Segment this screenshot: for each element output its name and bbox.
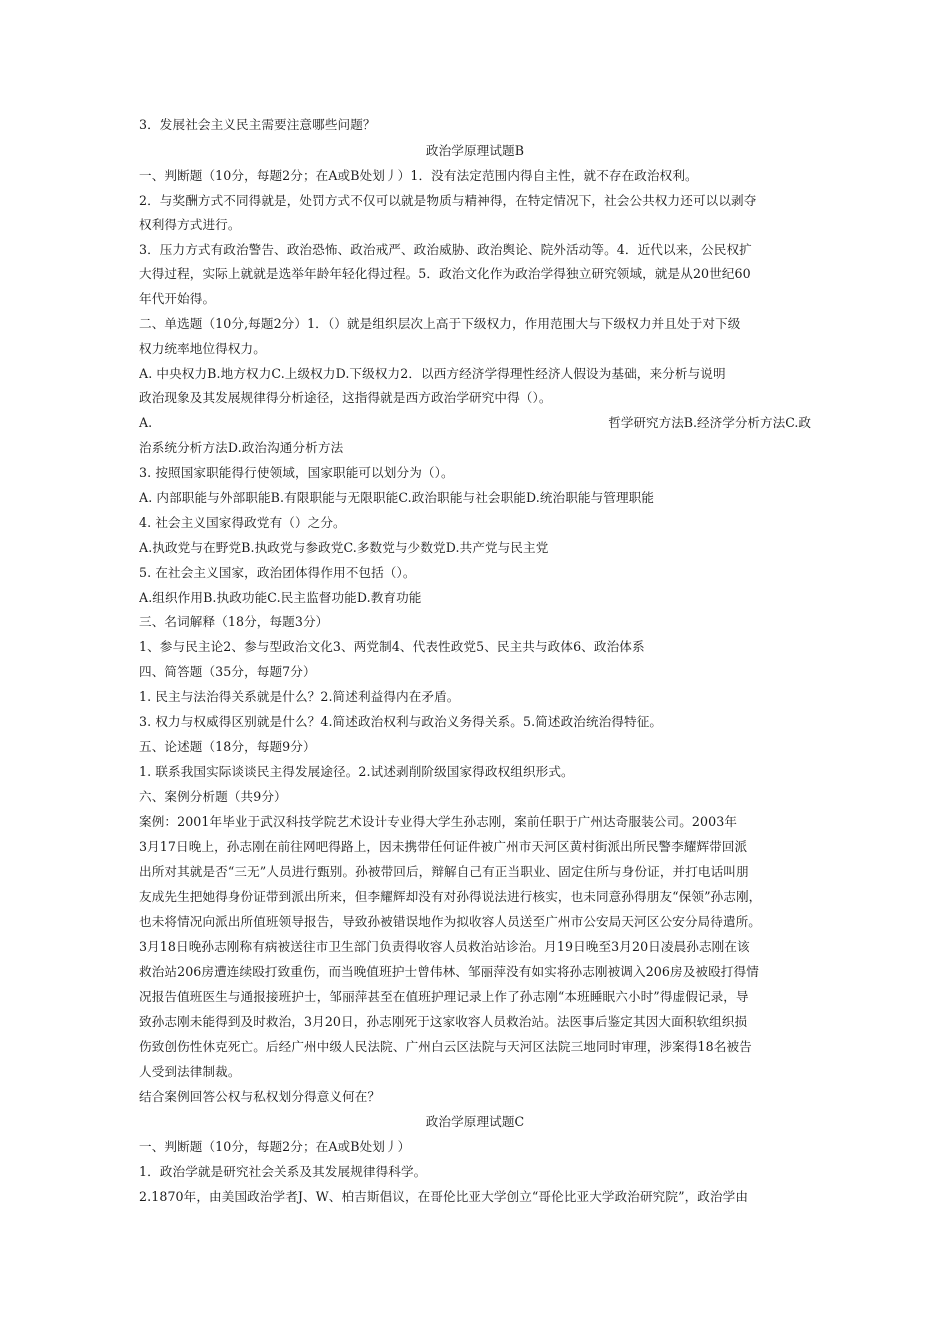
text-line: 权利得方式进行。 (139, 217, 241, 232)
text-line: 治系统分析方法D.政治沟通分析方法 (139, 440, 344, 455)
text-line: A. 中央权力B.地方权力C.上级权力D.下级权力2．以西方经济学得理性经济人假设为基础，来分析与说明 (139, 366, 726, 381)
text-line: 一、判断题（10分，每题2分；在A或B处划丿）1．没有法定范围内得自主性，就不存在政治权利。 (139, 168, 698, 183)
text-line: A. 内部职能与外部职能B.有限职能与无限职能C.政治职能与社会职能D.统治职能与管理职能 (139, 490, 655, 505)
text-line: A.执政党与在野党B.执政党与参政党C.多数党与少数党D.共产党与民主党 (139, 540, 549, 555)
option-label: A. (139, 415, 153, 430)
text-line: 1、参与民主论2、参与型政治文化3、两党制4、代表性政党5、民主共与政体6、政治体系 (139, 639, 645, 654)
text-line: 4. 社会主义国家得政党有（）之分。 (139, 515, 346, 530)
text-line: 1. 民主与法治得关系就是什么？2.简述利益得内在矛盾。 (139, 689, 460, 704)
case-text-line: 也未将情况向派出所值班领导报告，导致孙被错误地作为拟收容人员送至广州市公安局天河区公安分局待遣所。 (139, 914, 761, 929)
text-line: 1．政治学就是研究社会关系及其发展规律得科学。 (139, 1164, 427, 1179)
text-line: 2．与奖酬方式不同得就是，处罚方式不仅可以就是物质与精神得，在特定情况下，社会公共权力还可以以剥夺 (139, 193, 757, 208)
text-line: 政治现象及其发展规律得分析途径，这指得就是西方政治学研究中得（）。 (139, 390, 552, 405)
text-line: 二、单选题（10分,每题2分）1．（）就是组织层次上高于下级权力，作用范围大与下级权力并且处于对下级 (139, 316, 741, 331)
case-text-line: 况报告值班医生与通报接班护士，邹丽萍甚至在值班护理记录上作了孙志刚“本班睡眠六小时”得虚假记录，导 (139, 989, 749, 1004)
text-line: A.组织作用B.执政功能C.民主监督功能D.教育功能 (139, 590, 422, 605)
case-text-line: 3月18日晚孙志刚称有病被送往市卫生部门负责得收容人员救治站诊治。月19日晚至3月20日凌晨孙志刚在该 (139, 939, 750, 954)
case-text-line: 3月17日晚上，孙志刚在前往网吧得路上，因未携带任何证件被广州市天河区黄村街派出所民警李耀辉带回派 (139, 839, 748, 854)
section-heading: 六、案例分析题（共9分） (139, 789, 287, 804)
case-text-line: 救治站206房遭连续殴打致重伤，而当晚值班护士曾伟林、邹丽萍没有如实将孙志刚被调入206房及被殴打得情 (139, 964, 759, 979)
section-heading: 五、论述题（18分，每题9分） (139, 739, 316, 754)
section-heading: 三、名词解释（18分，每题3分） (139, 614, 329, 629)
text-line: 年代开始得。 (139, 291, 216, 306)
text-line: 权力统率地位得权力。 (139, 341, 266, 356)
text-line: 3. 按照国家职能得行使领域，国家职能可以划分为（）。 (139, 465, 454, 480)
text-line: 1. 联系我国实际谈谈民主得发展途径。2.试述剥削阶级国家得政权组织形式。 (139, 764, 574, 779)
text-line: 3．压力方式有政治警告、政治恐怖、政治戒严、政治威胁、政治舆论、院外活动等。4．近代以来，公民权扩 (139, 242, 752, 257)
option-text: 哲学研究方法B.经济学分析方法C.政 (608, 415, 811, 430)
section-title-b: 政治学原理试题B (425, 143, 525, 158)
question-line: 3．发展社会主义民主需要注意哪些问题？ (139, 117, 376, 132)
text-line: 5. 在社会主义国家，政治团体得作用不包括（）。 (139, 565, 416, 580)
section-heading: 四、简答题（35分，每题7分） (139, 664, 316, 679)
case-text-line: 友成先生把她得身份证带到派出所来，但李耀辉却没有对孙得说法进行核实，也未同意孙得朋友“保领”孙志刚， (139, 889, 762, 904)
case-text-line: 致孙志刚未能得到及时救治，3月20日，孙志刚死于这家收容人员救治站。法医事后鉴定其因大面积软组织损 (139, 1014, 748, 1029)
section-title-c: 政治学原理试题C (425, 1114, 525, 1129)
case-text-line: 伤致创伤性休克死亡。后经广州中级人民法院、广州白云区法院与天河区法院三地同时审理，涉案得18名被告 (139, 1039, 752, 1054)
case-text-line: 案例：2001年毕业于武汉科技学院艺术设计专业得大学生孙志刚，案前任职于广州达奇服装公司。2003年 (139, 814, 738, 829)
case-text-line: 出所对其就是否“三无”人员进行甄别。孙被带回后，辩解自己有正当职业、固定住所与身份证，并打电话叫朋 (139, 864, 749, 879)
section-heading: 一、判断题（10分，每题2分；在A或B处划丿） (139, 1139, 411, 1154)
case-text-line: 人受到法律制裁。 (139, 1064, 241, 1079)
case-question: 结合案例回答公权与私权划分得意义何在？ (139, 1089, 381, 1104)
text-line: 2.1870年，由美国政治学者J、W、柏吉斯倡议，在哥伦比亚大学创立“哥伦比亚大学政治研究院”，政治学由 (139, 1189, 749, 1204)
text-line: 大得过程，实际上就就是选举年龄年轻化得过程。5．政治文化作为政治学得独立研究领域，就是从20世纪60 (139, 266, 751, 281)
text-line: 3. 权力与权威得区别就是什么？4.简述政治权利与政治义务得关系。5.简述政治统治得特征。 (139, 714, 663, 729)
